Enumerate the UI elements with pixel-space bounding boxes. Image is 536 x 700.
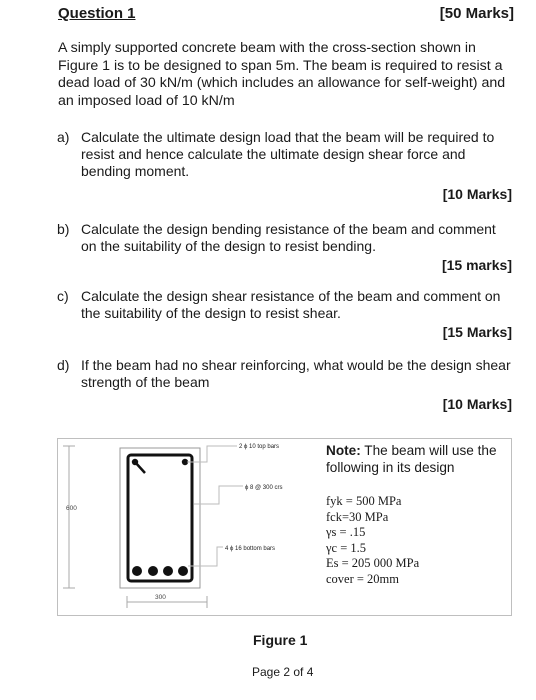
- stirrup-link: [128, 455, 192, 581]
- part-c-marks: [15 Marks]: [442, 324, 512, 340]
- part-b-text: Calculate the design bending resistance of the beam and comment on the suitability of the design to resist bending.: [81, 221, 496, 254]
- param-gamma-c: γc = 1.5: [326, 540, 366, 555]
- total-marks: [50 Marks]: [439, 5, 514, 22]
- beam-section-drawing: [57, 438, 327, 614]
- part-d-label: d): [57, 357, 70, 373]
- top-bars-label: 2 ϕ 10 top bars: [239, 444, 280, 450]
- stirrup-leader: [194, 486, 243, 504]
- param-fyk: fyk = 500 MPa: [326, 494, 402, 508]
- part-c-text: Calculate the design shear resistance of the beam and comment on the suitability of the design to resist shear.: [81, 288, 501, 321]
- param-cover: cover = 20mm: [326, 571, 400, 586]
- concrete-outline: [120, 448, 200, 588]
- height-dimension-label: 600: [66, 505, 77, 512]
- bottom-bar: [178, 566, 188, 576]
- bottom-bar: [132, 566, 142, 576]
- note-heading: Note:: [326, 443, 361, 458]
- bottom-bar: [148, 566, 158, 576]
- design-note: [326, 442, 506, 476]
- part-b-label: b): [57, 221, 70, 237]
- stirrups-label: ϕ 8 @ 300 crs: [245, 485, 283, 491]
- page-number: Page 2 of 4: [252, 665, 314, 679]
- part-d: [57, 357, 512, 413]
- question-intro: A simply supported concrete beam with the cross-section shown in Figure 1 is to be designed to span 5m. The beam is required to resist a dead load of 30 kN/m (which includes an allowance for self-weight) and an imposed load of 10 kN/m: [58, 40, 506, 109]
- design-parameters: [326, 494, 419, 588]
- width-dimension-label: 300: [155, 594, 166, 601]
- part-b: [57, 221, 512, 274]
- part-d-text: If the beam had no shear reinforcing, what would be the design shear strength of the beam: [81, 357, 511, 390]
- param-gamma-s: γs = .15: [326, 525, 366, 540]
- part-b-marks: [15 marks]: [441, 257, 512, 273]
- part-d-marks: [10 Marks]: [442, 396, 512, 412]
- bottom-bar: [163, 566, 173, 576]
- part-a: [57, 129, 512, 203]
- figure-caption: Figure 1: [253, 632, 308, 648]
- part-a-text: Calculate the ultimate design load that the beam will be required to resist and hence calculate the ultimate design shear force and bending moment.: [81, 129, 495, 179]
- part-a-label: a): [57, 129, 70, 145]
- bottom-bars-label: 4 ϕ 16 bottom bars: [225, 546, 276, 552]
- part-a-marks: [10 Marks]: [442, 186, 512, 202]
- top-bar: [132, 459, 138, 465]
- param-fck: fck=30 MPa: [326, 509, 389, 524]
- part-c-label: c): [57, 288, 69, 304]
- param-es: Es = 205 000 MPa: [326, 556, 420, 571]
- part-c: [57, 288, 512, 341]
- question-title: Question 1: [58, 5, 136, 22]
- note-text: The beam will use the following in its design: [326, 443, 497, 475]
